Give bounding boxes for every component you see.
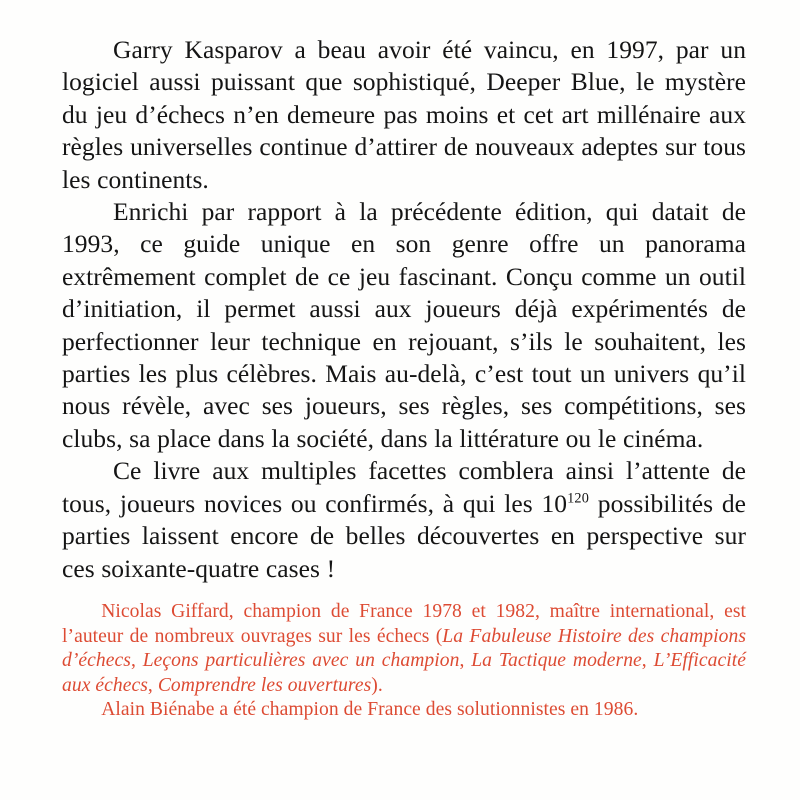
blurb-paragraph-1: Garry Kasparov a beau avoir été vaincu, en 1997, par un logiciel aussi puissant que sophistiqué, Deeper Blue, le mystère du jeu d’échecs n’en demeure pas moins et cet art millénaire aux règles universelles continue d’attirer de nouveaux adeptes sur tous les continents. [62,35,746,194]
blurb-body [62,34,746,585]
exponent-superscript: 120 [567,490,590,507]
credit-separator-2: , [459,650,472,672]
credit-giffard-outro: ). [371,674,383,696]
author-credits-block [62,600,746,723]
credit-paragraph-bienabe: Alain Biénabe a été champion de France des solutionnistes en 1986. [101,699,639,721]
credit-giffard-intro: Nicolas Giffard, champion de France 1978 et 1982, maître international, est l’auteur de nombreux ouvrages sur les échecs ( [62,601,746,647]
credit-paragraph-giffard [62,600,746,698]
book-title-comprendre-les-ouvertures: Comprendre les ouvertures [157,674,372,696]
book-title-la-fabuleuse-histoire: La Fabuleuse Histoire des champions d’échecs [62,625,746,672]
blurb-paragraph-3-part-2: possibilités de parties laissent encore de belles découvertes en perspective sur ces soixante-quatre cases ! [62,488,747,583]
blurb-paragraph-2: Enrichi par rapport à la précédente édition, qui datait de 1993, ce guide unique en son genre offre un panorama extrêmement complet de ce jeu fascinant. Conçu comme un outil d’initiation, il permet aussi aux joueurs déjà expérimentés de perfectionner leur technique en rejouant, s’ils le souhaitent, les parties les plus célèbres. Mais au-delà, c’est tout un univers qu’il nous révèle, avec ses joueurs, ses règles, ses compétitions, ses clubs, sa place dans la société, dans la littérature ou le cinéma. [62,197,746,453]
blurb-text-column [62,34,746,585]
credit-separator-3: , [641,650,654,672]
book-title-lecons-particulieres: Leçons particulières avec un champion [142,650,460,672]
blurb-paragraph-3-part-1: Ce livre aux multiples facettes comblera ainsi l’attente de tous, joueurs novices ou confirmés, à qui les 10 [62,456,746,518]
blurb-paragraph-3 [62,455,746,585]
book-title-l-efficacite-aux-echecs: L’Efficacité aux échecs [62,650,746,696]
book-title-la-tactique-moderne: La Tactique moderne [471,650,642,672]
credit-separator-1: , [130,650,143,672]
credit-separator-4: , [147,674,158,696]
